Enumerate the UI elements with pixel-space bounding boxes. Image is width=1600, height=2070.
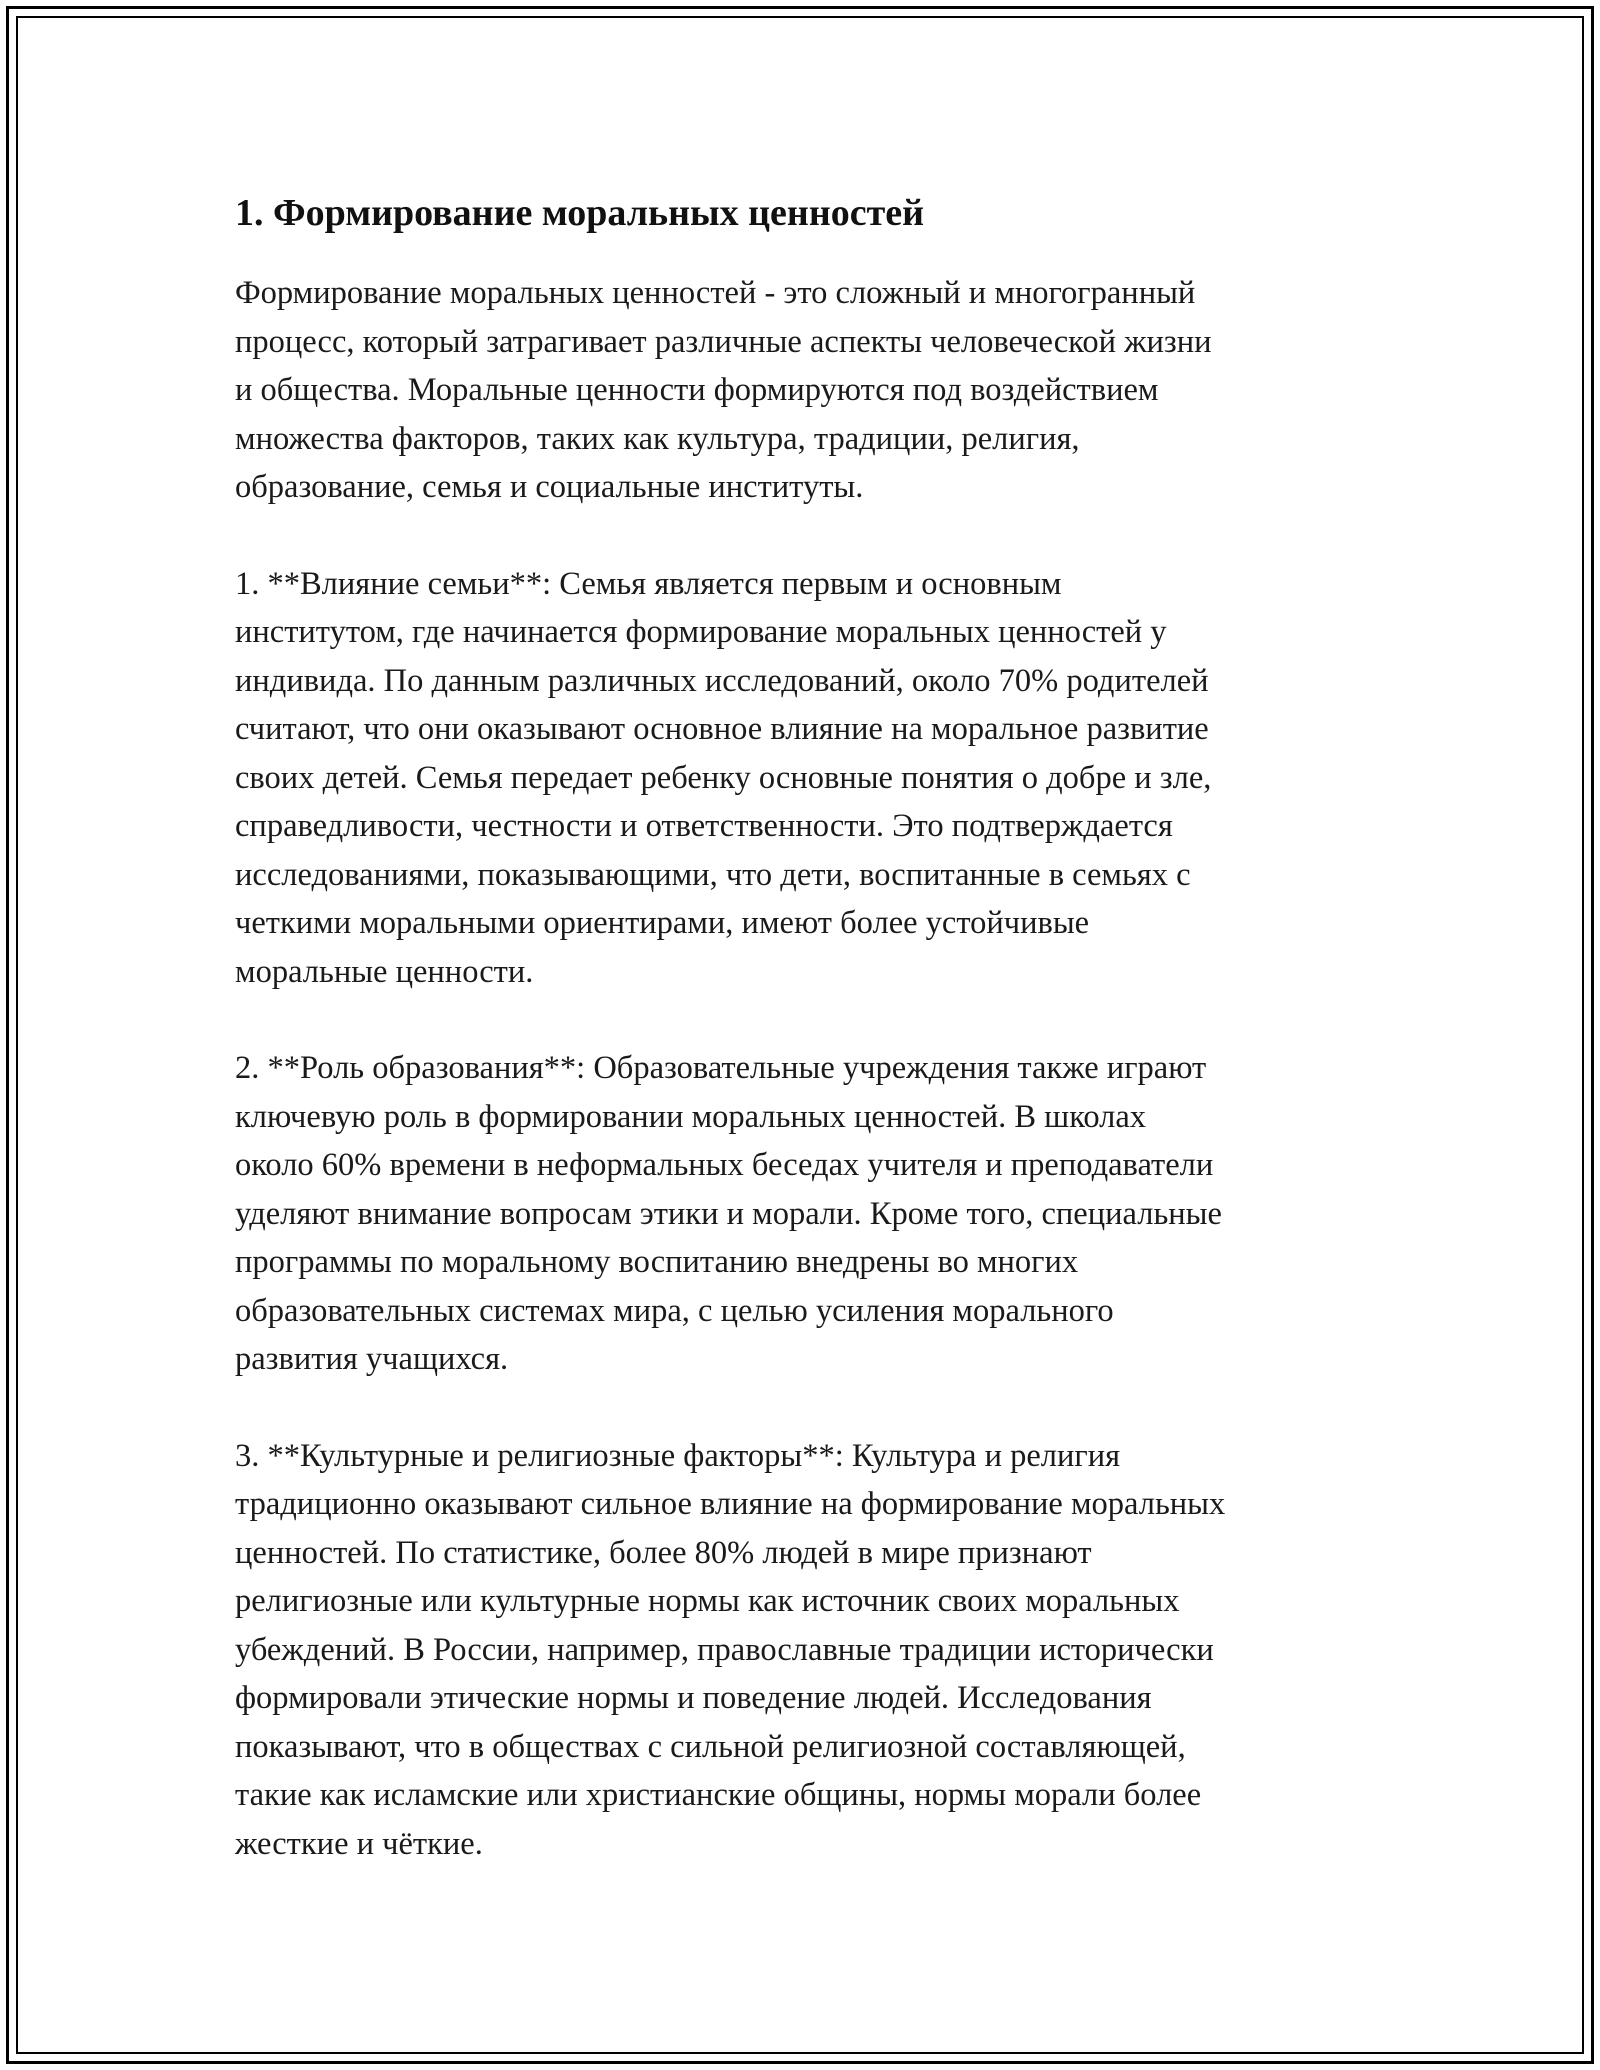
page-title: 1. Формирование моральных ценностей <box>235 192 925 234</box>
intro-paragraph: Формирование моральных ценностей - это сложный и многогранный процесс, который затрагивает различные аспекты человеческой жизни и общества. Моральные ценности формируются под воздействием множества факторов, таких как культура, традиции, религия, образование, семья и социальные институты. <box>235 275 1212 505</box>
family-influence-paragraph: 1. **Влияние семьи**: Семья является первым и основным институтом, где начинается формирование моральных ценностей у индивида. По данным различных исследований, около 70% родителей считают, что они оказывают основное влияние на моральное развитие своих детей. Семья передает ребенку основные понятия о добре и зле, справедливости, честности и ответственности. Это подтверждается исследованиями, показывающими, что дети, воспитанные в семьях с четкими моральными ориентирами, имеют более устойчивые моральные ценности. <box>235 565 1212 990</box>
document-body <box>235 185 1365 1916</box>
culture-religion-paragraph: 3. **Культурные и религиозные факторы**: Культура и религия традиционно оказывают сильное влияние на формирование моральных ценностей. По статистике, более 80% людей в мире признают религиозные или культурные нормы как источник своих моральных убеждений. В России, например, православные традиции исторически формировали этические нормы и поведение людей. Исследования показывают, что в обществах с сильной религиозной составляющей, такие как исламские или христианские общины, нормы морали более жесткие и чёткие. <box>235 1437 1226 1862</box>
education-role-paragraph: 2. **Роль образования**: Образовательные учреждения также играют ключевую роль в формировании моральных ценностей. В школах около 60% времени в неформальных беседах учителя и преподаватели уделяют внимание вопросам этики и морали. Кроме того, специальные программы по моральному воспитанию внедрены во многих образовательных системах мира, с целью усиления морального развития учащихся. <box>235 1050 1222 1377</box>
